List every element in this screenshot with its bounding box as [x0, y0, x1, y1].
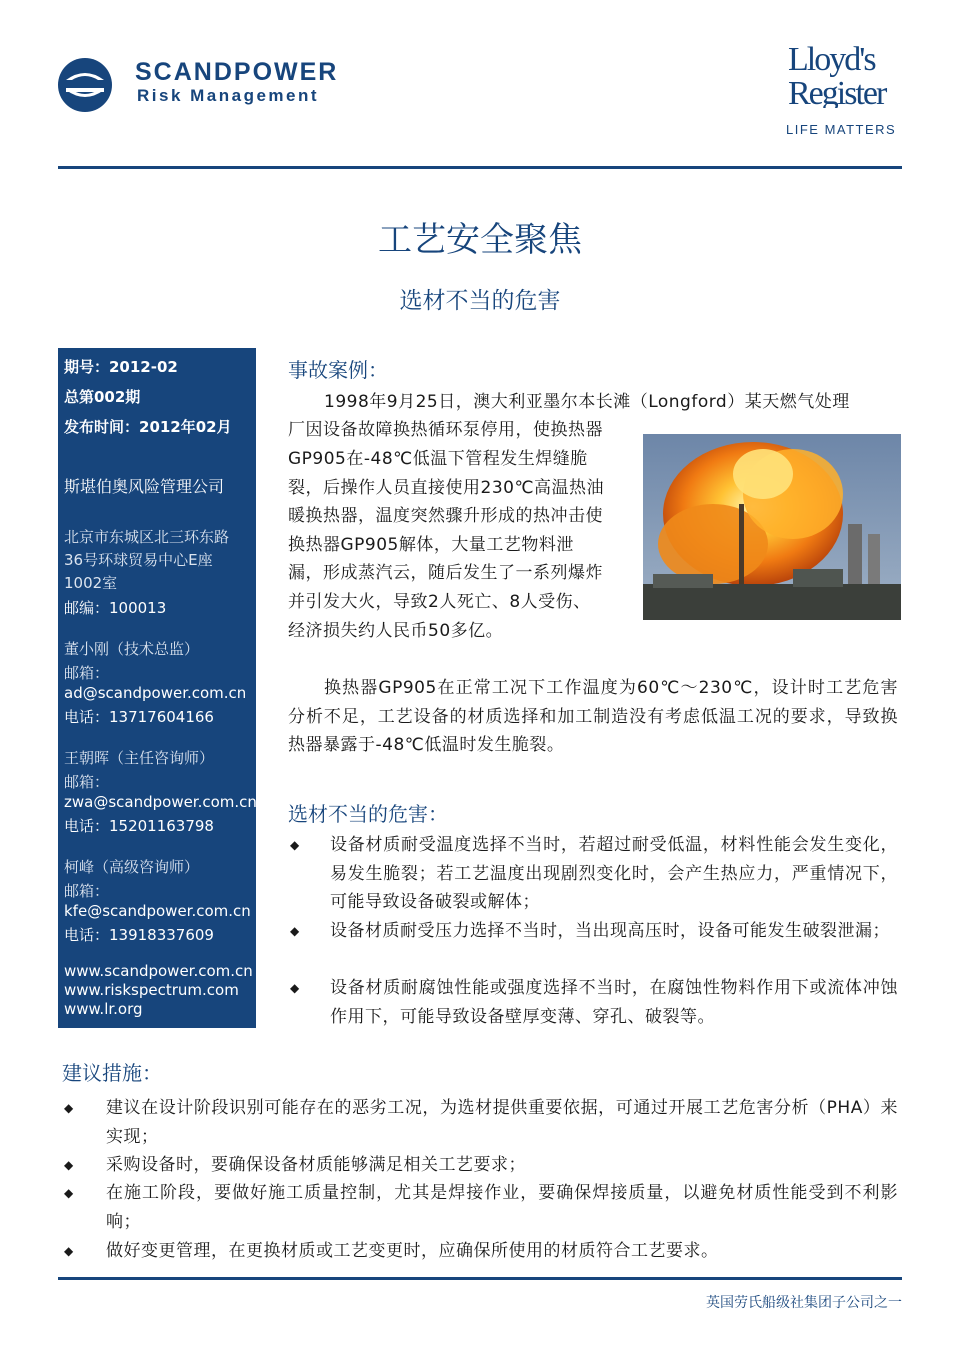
case-line: GP905在-48℃低温下管程发生焊缝脆: [288, 449, 588, 469]
bullet-icon: ◆: [64, 1158, 74, 1172]
address-line: 1002室: [64, 574, 118, 592]
hazards-heading: 选材不当的危害：: [288, 802, 448, 826]
website-link[interactable]: www.riskspectrum.com: [64, 981, 239, 999]
contact-name: 柯峰（高级咨询师）: [64, 858, 200, 876]
page-title: 工艺安全聚焦: [378, 220, 582, 260]
address-line: 36号环球贸易中心E座: [64, 551, 213, 569]
measure-item: 做好变更管理，在更换材质或工艺变更时，应确保所使用的材质符合工艺要求。: [106, 1241, 719, 1261]
case-line: 换热器GP905解体，大量工艺物料泄: [288, 535, 574, 555]
bullet-icon: ◆: [64, 1186, 74, 1200]
svg-text:Lloyd's: Lloyd's: [788, 41, 875, 78]
lloyds-register-logo: [786, 38, 902, 108]
hazard-item: 设备材质耐腐蚀性能或强度选择不当时，在腐蚀性物料作用下或流体冲蚀作用下，可能导致设备壁厚变薄、穿孔、破裂等。: [330, 978, 898, 1027]
hazard-item: 设备材质耐受温度选择不当时，若超过耐受低温，材料性能会发生变化，易发生脆裂；若工艺温度出现剧烈变化时，会产生热应力，严重情况下，可能导致设备破裂或解体；: [330, 835, 898, 912]
contact-email[interactable]: kfe@scandpower.com.cn: [64, 902, 251, 920]
contact-email-label: 邮箱：: [64, 773, 110, 791]
measure-item: 建议在设计阶段识别可能存在的恶劣工况，为选材提供重要依据，可通过开展工艺危害分析（PHA）来实现；: [106, 1098, 898, 1147]
case-line: 经济损失约人民币50多亿。: [288, 621, 504, 641]
case-line: 漏，形成蒸汽云，随后发生了一系列爆炸: [288, 563, 603, 583]
bullet-icon: ◆: [64, 1244, 74, 1258]
contact-email[interactable]: ad@scandpower.com.cn: [64, 684, 247, 702]
case-line: 1998年9月25日，澳大利亚墨尔本长滩（Longford）某天燃气处理: [324, 392, 850, 412]
brand-subtitle: Risk Management: [137, 86, 320, 105]
bullet-icon: ◆: [290, 924, 300, 938]
footer-divider: [58, 1277, 902, 1280]
postcode: 邮编：100013: [64, 599, 167, 617]
case-line: 厂因设备故障换热循环泵停用，使换热器: [288, 420, 603, 440]
contact-phone: 电话：13918337609: [64, 926, 214, 944]
header-divider: [58, 166, 902, 169]
contact-phone: 电话：13717604166: [64, 708, 214, 726]
scandpower-logo-icon: [58, 58, 112, 112]
website-link[interactable]: www.scandpower.com.cn: [64, 962, 253, 980]
case-line: 裂，后操作人员直接使用230℃高温热油: [288, 478, 605, 498]
website-link[interactable]: www.lr.org: [64, 1000, 143, 1018]
address-line: 北京市东城区北三环东路: [64, 528, 230, 546]
bullet-icon: ◆: [64, 1101, 74, 1115]
partner-tagline: LIFE MATTERS: [786, 122, 897, 137]
info-sidebar: [58, 348, 256, 1028]
footer-note: 英国劳氏船级社集团子公司之一: [706, 1295, 902, 1311]
explosion-photo: [643, 434, 901, 620]
svg-text:Register: Register: [788, 75, 886, 108]
measure-item: 采购设备时，要确保设备材质能够满足相关工艺要求；: [106, 1155, 526, 1175]
case-line: 暖换热器，温度突然骤升形成的热冲击使: [288, 506, 603, 526]
bullet-icon: ◆: [290, 838, 300, 852]
hazard-item: 设备材质耐受压力选择不当时，当出现高压时，设备可能发生破裂泄漏；: [330, 921, 890, 941]
measure-item: 在施工阶段，要做好施工质量控制，尤其是焊接作业，要确保焊接质量，以避免材质性能受到不利影响；: [106, 1183, 898, 1232]
contact-email-label: 邮箱：: [64, 664, 110, 682]
issue-number: 期号：2012-02: [64, 358, 178, 376]
page-subtitle: 选材不当的危害: [399, 288, 561, 314]
contact-name: 王朝晖（主任咨询师）: [64, 749, 215, 767]
brand-name: SCANDPOWER: [135, 58, 339, 86]
serial-number: 总第002期: [64, 388, 141, 406]
bullet-icon: ◆: [290, 981, 300, 995]
measures-heading: 建议措施：: [62, 1061, 162, 1085]
contact-name: 董小刚（技术总监）: [64, 640, 200, 658]
case-analysis: 换热器GP905在正常工况下工作温度为60℃～230℃，设计时工艺危害分析不足，工艺设备的材质选择和加工制造没有考虑低温工况的要求，导致换热器暴露于-48℃低温时发生脆裂。: [288, 678, 898, 755]
company-name: 斯堪伯奥风险管理公司: [64, 477, 225, 496]
contact-phone: 电话：15201163798: [64, 817, 214, 835]
publish-date: 发布时间：2012年02月: [64, 418, 232, 436]
contact-email-label: 邮箱：: [64, 882, 110, 900]
contact-email[interactable]: zwa@scandpower.com.cn: [64, 793, 257, 811]
case-heading: 事故案例：: [288, 358, 388, 382]
case-line: 并引发大火，导致2人死亡、8人受伤、: [288, 592, 591, 612]
